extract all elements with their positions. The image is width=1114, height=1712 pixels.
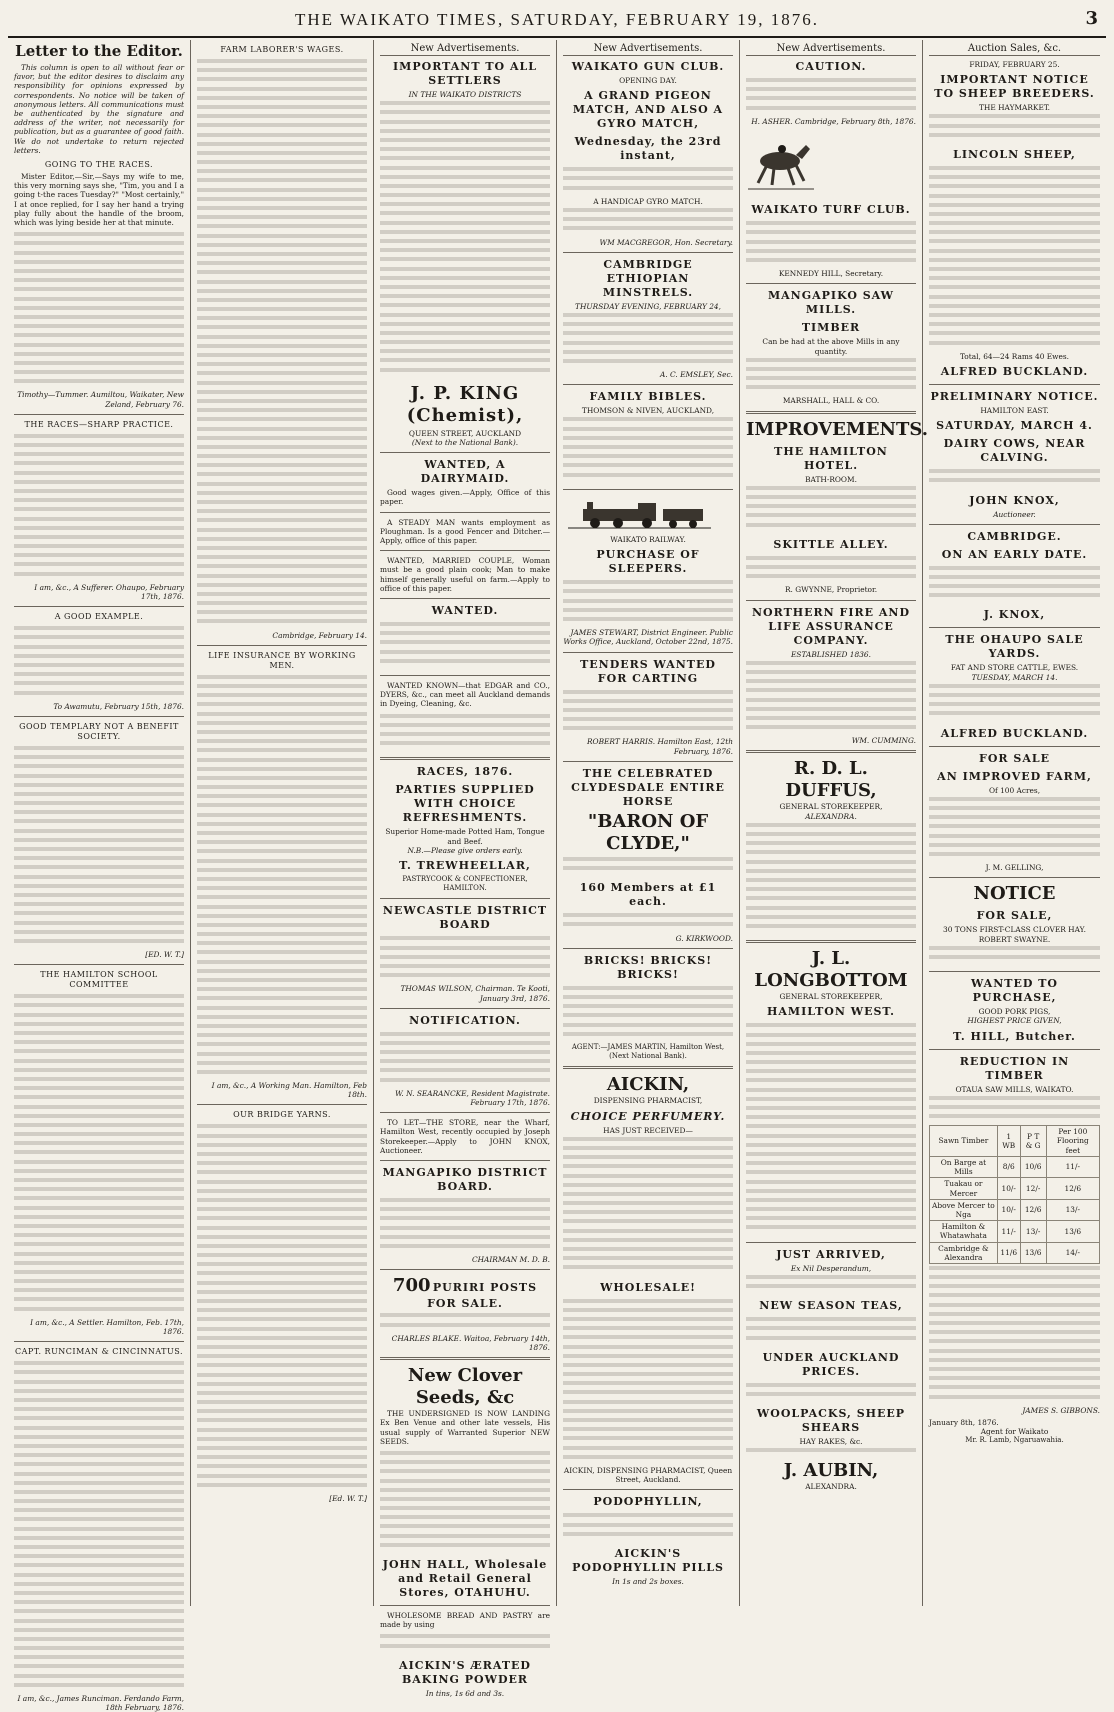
ad-date: Wednesday, the 23rd instant, (574, 135, 722, 163)
ad-signature: H. ASHER. Cambridge, February 8th, 1876. (751, 116, 916, 126)
article-heading: LIFE INSURANCE BY WORKING MEN. (208, 650, 356, 670)
text-block (563, 688, 733, 738)
table-cell: On Barge at Mills (930, 1156, 998, 1177)
letters-disclaimer: This column is open to all without fear or favor, but the editor desires to disclaim any responsibility for opinions expressed by correspondents. No notice will be taken of anonymous letters. All communications must be authenticated by the signature and address of the writer, not necessarily for publication, but as a guarantee of good faith. We do not undertake to return rejected letters. (14, 63, 184, 155)
ad-title: BRICKS! BRICKS! BRICKS! (583, 953, 713, 981)
text-block (929, 564, 1100, 605)
text-block (197, 673, 367, 1081)
aubin-heading: J. AUBIN, (783, 1459, 879, 1481)
ad-signature: CHAIRMAN M. D. B. (471, 1255, 550, 1265)
article-signature: Cambridge, February 14. (272, 630, 367, 640)
text-block (746, 821, 916, 935)
timber-price-table (929, 1125, 1100, 1264)
ad-title: FAMILY BIBLES. (589, 390, 707, 404)
ad-text: A STEADY MAN wants employment as Ploughman. Is a good Fencer and Ditcher.—Apply, office of this paper. (380, 517, 550, 546)
ad-signature: JAMES STEWART, District Engineer. Public Works Office, Auckland, October 22nd, 1875. (563, 628, 733, 647)
ad-title: NORTHERN FIRE AND LIFE ASSURANCE COMPANY. (751, 605, 910, 647)
ad-date: SATURDAY, MARCH 4. (936, 419, 1093, 433)
text-block (14, 624, 184, 702)
ad-title: MANGAPIKO SAW MILLS. (767, 289, 895, 317)
ad-title: PURIRI POSTS FOR SALE. (427, 1281, 538, 1311)
text-block (380, 934, 550, 984)
text-block (380, 1196, 550, 1255)
ad-title: PARTIES SUPPLIED WITH CHOICE REFRESHMENTS. (395, 783, 535, 825)
ad-title: NEW SEASON TEAS, (759, 1299, 903, 1313)
ad-subtitle: HAMILTON EAST. (980, 405, 1049, 415)
article-signature: Timothy—Tummer. Aumiltou, Waikater, New Zeland, February 76. (17, 390, 184, 409)
horse-name: "BARON OF CLYDE," (587, 810, 709, 854)
text-block (563, 1135, 733, 1277)
article-heading: GOING TO THE RACES. (44, 160, 154, 170)
ad-signature: KENNEDY HILL, Secretary. (778, 269, 884, 279)
ad-subtitle: BATH-ROOM. (805, 474, 857, 484)
ad-title: WAIKATO TURF CLUB. (751, 203, 911, 217)
notice-heading: NOTICE (973, 883, 1056, 905)
article-signature: To Awamutu, February 15th, 1876. (53, 701, 184, 711)
racehorse-icon (746, 133, 816, 193)
table-cell: 11/6 (997, 1242, 1020, 1263)
text-block (929, 682, 1100, 723)
text-block (746, 659, 916, 737)
king-note: (Next to the National Bank). (411, 438, 519, 448)
text-block (929, 795, 1100, 863)
ad-signature: A. C. EMSLEY, Sec. (659, 370, 733, 380)
ad-date: THURSDAY EVENING, FEBRUARY 24, (575, 301, 721, 311)
text-block (14, 1359, 184, 1694)
ad-title: TIMBER (801, 321, 861, 335)
text-block (563, 415, 733, 483)
puriri-count: 700 (392, 1275, 431, 1297)
table-cell: Cambridge & Alexandra (930, 1242, 998, 1263)
table-row (930, 1242, 1100, 1263)
ad-signature: JAMES S. GIBBONS. (1022, 1405, 1100, 1415)
ad-text: PASTRYCOOK & CONFECTIONER, HAMILTON. (402, 874, 528, 893)
table-row (930, 1156, 1100, 1177)
table-cell: 12/6 (1020, 1199, 1046, 1220)
table-cell: 10/- (997, 1199, 1020, 1220)
ad-title: THE CELEBRATED CLYDESDALE ENTIRE HORSE (571, 766, 725, 808)
article-text: Mister Editor,—Sir,—Says my wife to me, this very morning says she, "Tim, you and I a going t-the races Tuesday?" "Most certainly," I at once replied, for I say her hand a trying play fully about the handle of the broom, which was lying beside her at that minute. (14, 172, 184, 228)
text-block (380, 1632, 550, 1654)
ad-signature: R. GWYNNE, Proprietor. (784, 585, 878, 595)
ad-subtitle: THE HAYMARKET. (978, 103, 1051, 113)
ad-signature: ROBERT HARRIS. Hamilton East, 12th February, 1876. (586, 737, 733, 756)
ad-signature: AICKIN, DISPENSING PHARMACIST, Queen Street, Auckland. (563, 1465, 733, 1485)
page-number: 3 (1085, 8, 1098, 29)
text-block (929, 1094, 1100, 1126)
article-signature: I am, &c., A Working Man. Hamilton, Feb 18th. (211, 1081, 367, 1100)
ad-title: WANTED. (431, 604, 499, 618)
table-row (930, 1199, 1100, 1220)
ad-text: Total, 64—24 Rams 40 Ewes. (959, 351, 1070, 361)
table-cell: Above Mercer to Nga (930, 1199, 998, 1220)
text-block (746, 484, 916, 534)
text-block (746, 76, 916, 117)
ad-date: January 8th, 1876. (929, 1417, 999, 1427)
column-advertisements (374, 40, 557, 1698)
column-heading: New Advertisements. (563, 42, 733, 56)
ad-title: NOTIFICATION. (409, 1013, 521, 1027)
column-advertisements (740, 40, 929, 1606)
ad-date: FRIDAY, FEBRUARY 25. (969, 60, 1060, 69)
column-advertisements (557, 40, 740, 1606)
ad-subtitle: IN THE WAIKATO DISTRICTS (408, 90, 522, 99)
ad-signature: WM MACGREGOR, Hon. Secretary. (599, 237, 733, 247)
table-row (930, 1178, 1100, 1199)
text-block (14, 230, 184, 390)
ad-title: RACES, 1876. (416, 765, 514, 779)
ad-title: TENDERS WANTED FOR CARTING (580, 657, 716, 685)
article-heading: THE RACES—SHARP PRACTICE. (24, 419, 174, 429)
article-signature: [ED. W. T.] (145, 950, 184, 960)
table-header: P T & G (1020, 1126, 1046, 1157)
text-block (746, 1273, 916, 1295)
ad-title: IMPORTANT TO ALL SETTLERS (393, 60, 537, 87)
ad-title: LINCOLN SHEEP, (953, 147, 1076, 161)
table-header: Per 100 Flooring feet (1046, 1126, 1099, 1157)
ad-title: A GRAND PIGEON MATCH, AND ALSO A GYRO MATCH, (572, 89, 724, 131)
ad-subtitle: ALEXANDRA. (805, 1481, 857, 1491)
ad-subtitle: THOMSON & NIVEN, AUCKLAND, (581, 406, 715, 416)
ad-subtitle: Of 100 Acres, (988, 785, 1041, 795)
ad-subtitle: HAMILTON WEST. (766, 1005, 896, 1019)
ad-subtitle: HAS JUST RECEIVED— (603, 1125, 693, 1135)
ad-subtitle: ESTABLISHED 1836. (791, 649, 871, 659)
text-block (14, 992, 184, 1318)
text-block (563, 1511, 733, 1543)
table-header: 1 WB (997, 1126, 1020, 1157)
text-block (380, 1449, 550, 1554)
ad-title: UNDER AUCKLAND PRICES. (762, 1350, 900, 1378)
table-row (930, 1221, 1100, 1242)
text-block (380, 1311, 550, 1333)
ad-title: AN IMPROVED FARM, (937, 769, 1092, 783)
text-block (929, 467, 1100, 489)
article-signature: I am, &c., James Runciman. Ferdando Farm, 18th February, 1876. (17, 1694, 184, 1712)
text-block (929, 1264, 1100, 1406)
ad-title: ON AN EARLY DATE. (941, 547, 1088, 561)
text-block (563, 311, 733, 370)
letters-heading: Letter to the Editor. (15, 42, 183, 60)
ad-title: WANTED TO PURCHASE, (971, 977, 1058, 1005)
table-cell: Hamilton & Whatawhata (930, 1221, 998, 1242)
table-cell: 13/6 (1020, 1242, 1046, 1263)
ad-note: In 1s and 2s boxes. (612, 1576, 684, 1586)
ad-title: THE OHAUPO SALE YARDS. (945, 633, 1084, 661)
ad-title: NEWCASTLE DISTRICT BOARD (382, 904, 548, 932)
ad-title: THE HAMILTON HOTEL. (774, 444, 888, 472)
ad-signature: G. KIRKWOOD. (675, 933, 733, 943)
text-block (197, 1122, 367, 1494)
ad-signature: AGENT:—JAMES MARTIN, Hamilton West, (Next National Bank). (571, 1042, 725, 1061)
ad-date: TUESDAY, MARCH 14. (971, 672, 1058, 682)
column-heading: New Advertisements. (746, 42, 916, 56)
ad-subtitle: Ex Nil Desperandum, (790, 1263, 872, 1273)
text-block (563, 165, 733, 197)
ad-title: AICKIN'S PODOPHYLLIN PILLS (572, 1546, 724, 1574)
text-block (746, 1446, 916, 1459)
text-block (563, 578, 733, 628)
ad-text: Good wages given.—Apply, Office of this paper. (380, 488, 550, 507)
ad-title: DAIRY COWS, NEAR CALVING. (943, 437, 1086, 465)
text-block (746, 1315, 916, 1347)
ad-subtitle: OTAUA SAW MILLS, WAIKATO. (955, 1084, 1074, 1094)
ad-signature: T. TREWHEELLAR, (399, 858, 531, 872)
ad-title: CAMBRIDGE. (967, 529, 1062, 543)
ad-text: Superior Home-made Potted Ham, Tongue and Beef. (385, 827, 545, 846)
ad-text: WANTED KNOWN—that EDGAR and CO., DYERS, &c., can meet all Auckland demands in Dyeing, Cleaning, &c. (380, 681, 550, 709)
column-letters (8, 40, 191, 1712)
ad-signature: WM. CUMMING. (851, 736, 916, 746)
ad-signature: Mr. R. Lamb, Ngaruawahia. (965, 1436, 1064, 1445)
column-auctions (923, 40, 1106, 1606)
text-block (746, 554, 916, 586)
ad-title: AICKIN'S ÆRATED BAKING POWDER (399, 1658, 531, 1686)
text-block (197, 57, 367, 631)
ad-signature: W. N. SEARANCKE, Resident Magistrate. February 17th, 1876. (395, 1088, 550, 1108)
text-block (563, 855, 733, 877)
ad-title: WANTED, A DAIRYMAID. (420, 458, 510, 486)
ad-signature: ALFRED BUCKLAND. (940, 364, 1089, 378)
ad-title: FOR SALE (979, 751, 1050, 765)
ad-signature: ALFRED BUCKLAND. (940, 726, 1089, 740)
ad-signature: JOHN HALL, Wholesale and Retail General Stores, OTAHUHU. (382, 1558, 548, 1600)
king-name: J. P. KING (Chemist), (406, 382, 524, 426)
ad-signature: J. M. GELLING, (985, 863, 1044, 873)
ad-signature: CHARLES BLAKE. Waitoa, February 14th, 1876. (391, 1333, 550, 1352)
ad-title: CAMBRIDGE ETHIOPIAN MINSTRELS. (602, 257, 694, 299)
ad-signature: THOMAS WILSON, Chairman. Te Kooti, January 3rd, 1876. (400, 984, 550, 1003)
ad-signature: T. HILL, Butcher. (953, 1029, 1076, 1043)
ad-signature: ROBERT SWAYNE. (978, 934, 1051, 944)
table-cell: 11/- (1046, 1156, 1099, 1177)
ad-title: SKITTLE ALLEY. (773, 537, 889, 551)
column-articles (191, 40, 374, 1606)
locomotive-icon (563, 499, 713, 529)
table-cell: 12/6 (1046, 1178, 1099, 1199)
ad-subtitle: GENERAL STOREKEEPER, (779, 992, 883, 1002)
article-heading: GOOD TEMPLARY NOT A BENEFIT SOCIETY. (19, 721, 179, 741)
table-cell: 10/6 (1020, 1156, 1046, 1177)
ad-subtitle: Auctioneer. (993, 509, 1036, 519)
article-heading: FARM LABORER'S WAGES. (220, 45, 344, 54)
ad-signature: JOHN KNOX, (969, 493, 1060, 507)
table-cell: 13/- (1020, 1221, 1046, 1242)
article-signature: [Ed. W. T.] (329, 1493, 367, 1503)
table-cell: 13/6 (1046, 1221, 1099, 1242)
ad-subtitle: Agent for Waikato (980, 1427, 1049, 1437)
table-cell: 8/6 (997, 1156, 1020, 1177)
ad-text: Can be had at the above Mills in any quantity. (762, 337, 900, 356)
ad-title: JUST ARRIVED, (776, 1247, 886, 1261)
article-heading: CAPT. RUNCIMAN & CINCINNATUS. (15, 1347, 183, 1357)
ad-title: REDUCTION IN TIMBER (959, 1054, 1070, 1082)
ad-subtitle: HIGHEST PRICE GIVEN, (967, 1016, 1062, 1026)
ad-text: THE UNDERSIGNED IS NOW LANDING Ex Ben Venue and other late vessels, His usual supply of Warranted Superior NEW SEEDS. (380, 1409, 550, 1446)
newspaper-columns (8, 40, 1106, 1712)
text-block (929, 944, 1100, 966)
ad-title: 160 Members at £1 each. (579, 881, 717, 909)
table-cell: Tuakau or Mercer (930, 1178, 998, 1199)
table-cell: 13/- (1046, 1199, 1099, 1220)
ad-title: IMPORTANT NOTICE TO SHEEP BREEDERS. (934, 73, 1095, 101)
newspaper-title: THE WAIKATO TIMES, SATURDAY, FEBRUARY 19, 1876. (294, 10, 820, 29)
text-block (746, 356, 916, 397)
ad-signature: MARSHALL, HALL & CO. (782, 396, 880, 406)
ad-text: TO LET—THE STORE, near the Wharf, Hamilton West, recently occupied by Joseph Storekeeper.—Apply to JOHN KNOX, Auctioneer. (380, 1118, 550, 1155)
text-block (380, 99, 550, 379)
ad-title: PURCHASE OF SLEEPERS. (596, 548, 700, 576)
ad-subtitle: GENERAL STOREKEEPER, (779, 802, 883, 812)
ad-subtitle: OPENING DAY. (619, 76, 677, 85)
aickin-heading: AICKIN, (606, 1074, 690, 1096)
ad-title: CAUTION. (795, 60, 867, 73)
article-heading: OUR BRIDGE YARNS. (233, 1110, 331, 1120)
longbottom-heading: J. L. LONGBOTTOM (754, 948, 908, 992)
ad-text: 30 TONS FIRST-CLASS CLOVER HAY. (943, 925, 1086, 935)
text-block (14, 744, 184, 950)
ad-title: CHOICE PERFUMERY. (570, 1109, 726, 1123)
ad-signature: J. KNOX, (983, 608, 1046, 622)
ad-subtitle: HAY RAKES, &c. (799, 1437, 863, 1447)
text-block (746, 219, 916, 269)
ad-text: WHOLESOME BREAD AND PASTRY are made by using (380, 1611, 550, 1630)
ad-subtitle: FAT AND STORE CATTLE, EWES. (950, 663, 1079, 673)
ad-title: MANGAPIKO DISTRICT BOARD. (382, 1166, 548, 1194)
text-block (563, 984, 733, 1043)
ad-title: PRELIMINARY NOTICE. (930, 389, 1099, 403)
text-block (746, 1021, 916, 1236)
text-block (929, 112, 1100, 144)
text-block (563, 1297, 733, 1466)
ad-note: N.B.—Please give orders early. (407, 845, 523, 855)
improvements-heading: IMPROVEMENTS. (746, 418, 929, 440)
article-signature: I am, &c., A Sufferer. Ohaupo, February 17th, 1876. (34, 582, 184, 602)
ad-text: WANTED, MARRIED COUPLE, Woman must be a good plain cook; Man to make himself generally useful on farm.—Apply to office of this paper. (380, 556, 550, 593)
ad-subtitle: ALEXANDRA. (805, 811, 857, 821)
ad-title: PODOPHYLLIN, (593, 1495, 703, 1509)
text-block (929, 164, 1100, 352)
text-block (380, 712, 550, 753)
duffus-heading: R. D. L. DUFFUS, (785, 758, 877, 802)
text-block (380, 620, 550, 670)
table-cell: 12/- (1020, 1178, 1046, 1199)
table-cell: 10/- (997, 1178, 1020, 1199)
text-block (563, 911, 733, 933)
ad-subtitle: GOOD PORK PIGS, (978, 1007, 1051, 1017)
ad-note: In tins, 1s 6d and 3s. (425, 1688, 505, 1698)
king-address: QUEEN STREET, AUCKLAND (408, 428, 522, 438)
text-block (380, 1030, 550, 1089)
text-block (563, 206, 733, 238)
article-heading: A GOOD EXAMPLE. (54, 612, 144, 622)
clover-heading: New Clover Seeds, &c (407, 1365, 523, 1409)
masthead (8, 6, 1106, 38)
ad-subtitle: WAIKATO RAILWAY. (610, 534, 686, 544)
column-heading: New Advertisements. (380, 42, 550, 56)
article-heading: THE HAMILTON SCHOOL COMMITTEE (40, 970, 158, 990)
ad-title: WOOLPACKS, SHEEP SHEARS (756, 1407, 906, 1435)
article-signature: I am, &c., A Settler. Hamilton, Feb. 17th, 1876. (30, 1317, 184, 1337)
table-cell: 14/- (1046, 1242, 1099, 1263)
ad-title: WAIKATO GUN CLUB. (571, 60, 725, 73)
ad-subtitle: A HANDICAP GYRO MATCH. (593, 196, 703, 206)
ad-title: FOR SALE, (976, 909, 1053, 923)
text-block (14, 432, 184, 583)
table-cell: 11/- (997, 1221, 1020, 1242)
table-header: Sawn Timber (930, 1126, 998, 1157)
ad-subtitle: DISPENSING PHARMACIST, (593, 1096, 703, 1106)
column-heading: Auction Sales, &c. (929, 42, 1100, 56)
text-block (746, 1381, 916, 1403)
ad-title: WHOLESALE! (600, 1280, 696, 1294)
